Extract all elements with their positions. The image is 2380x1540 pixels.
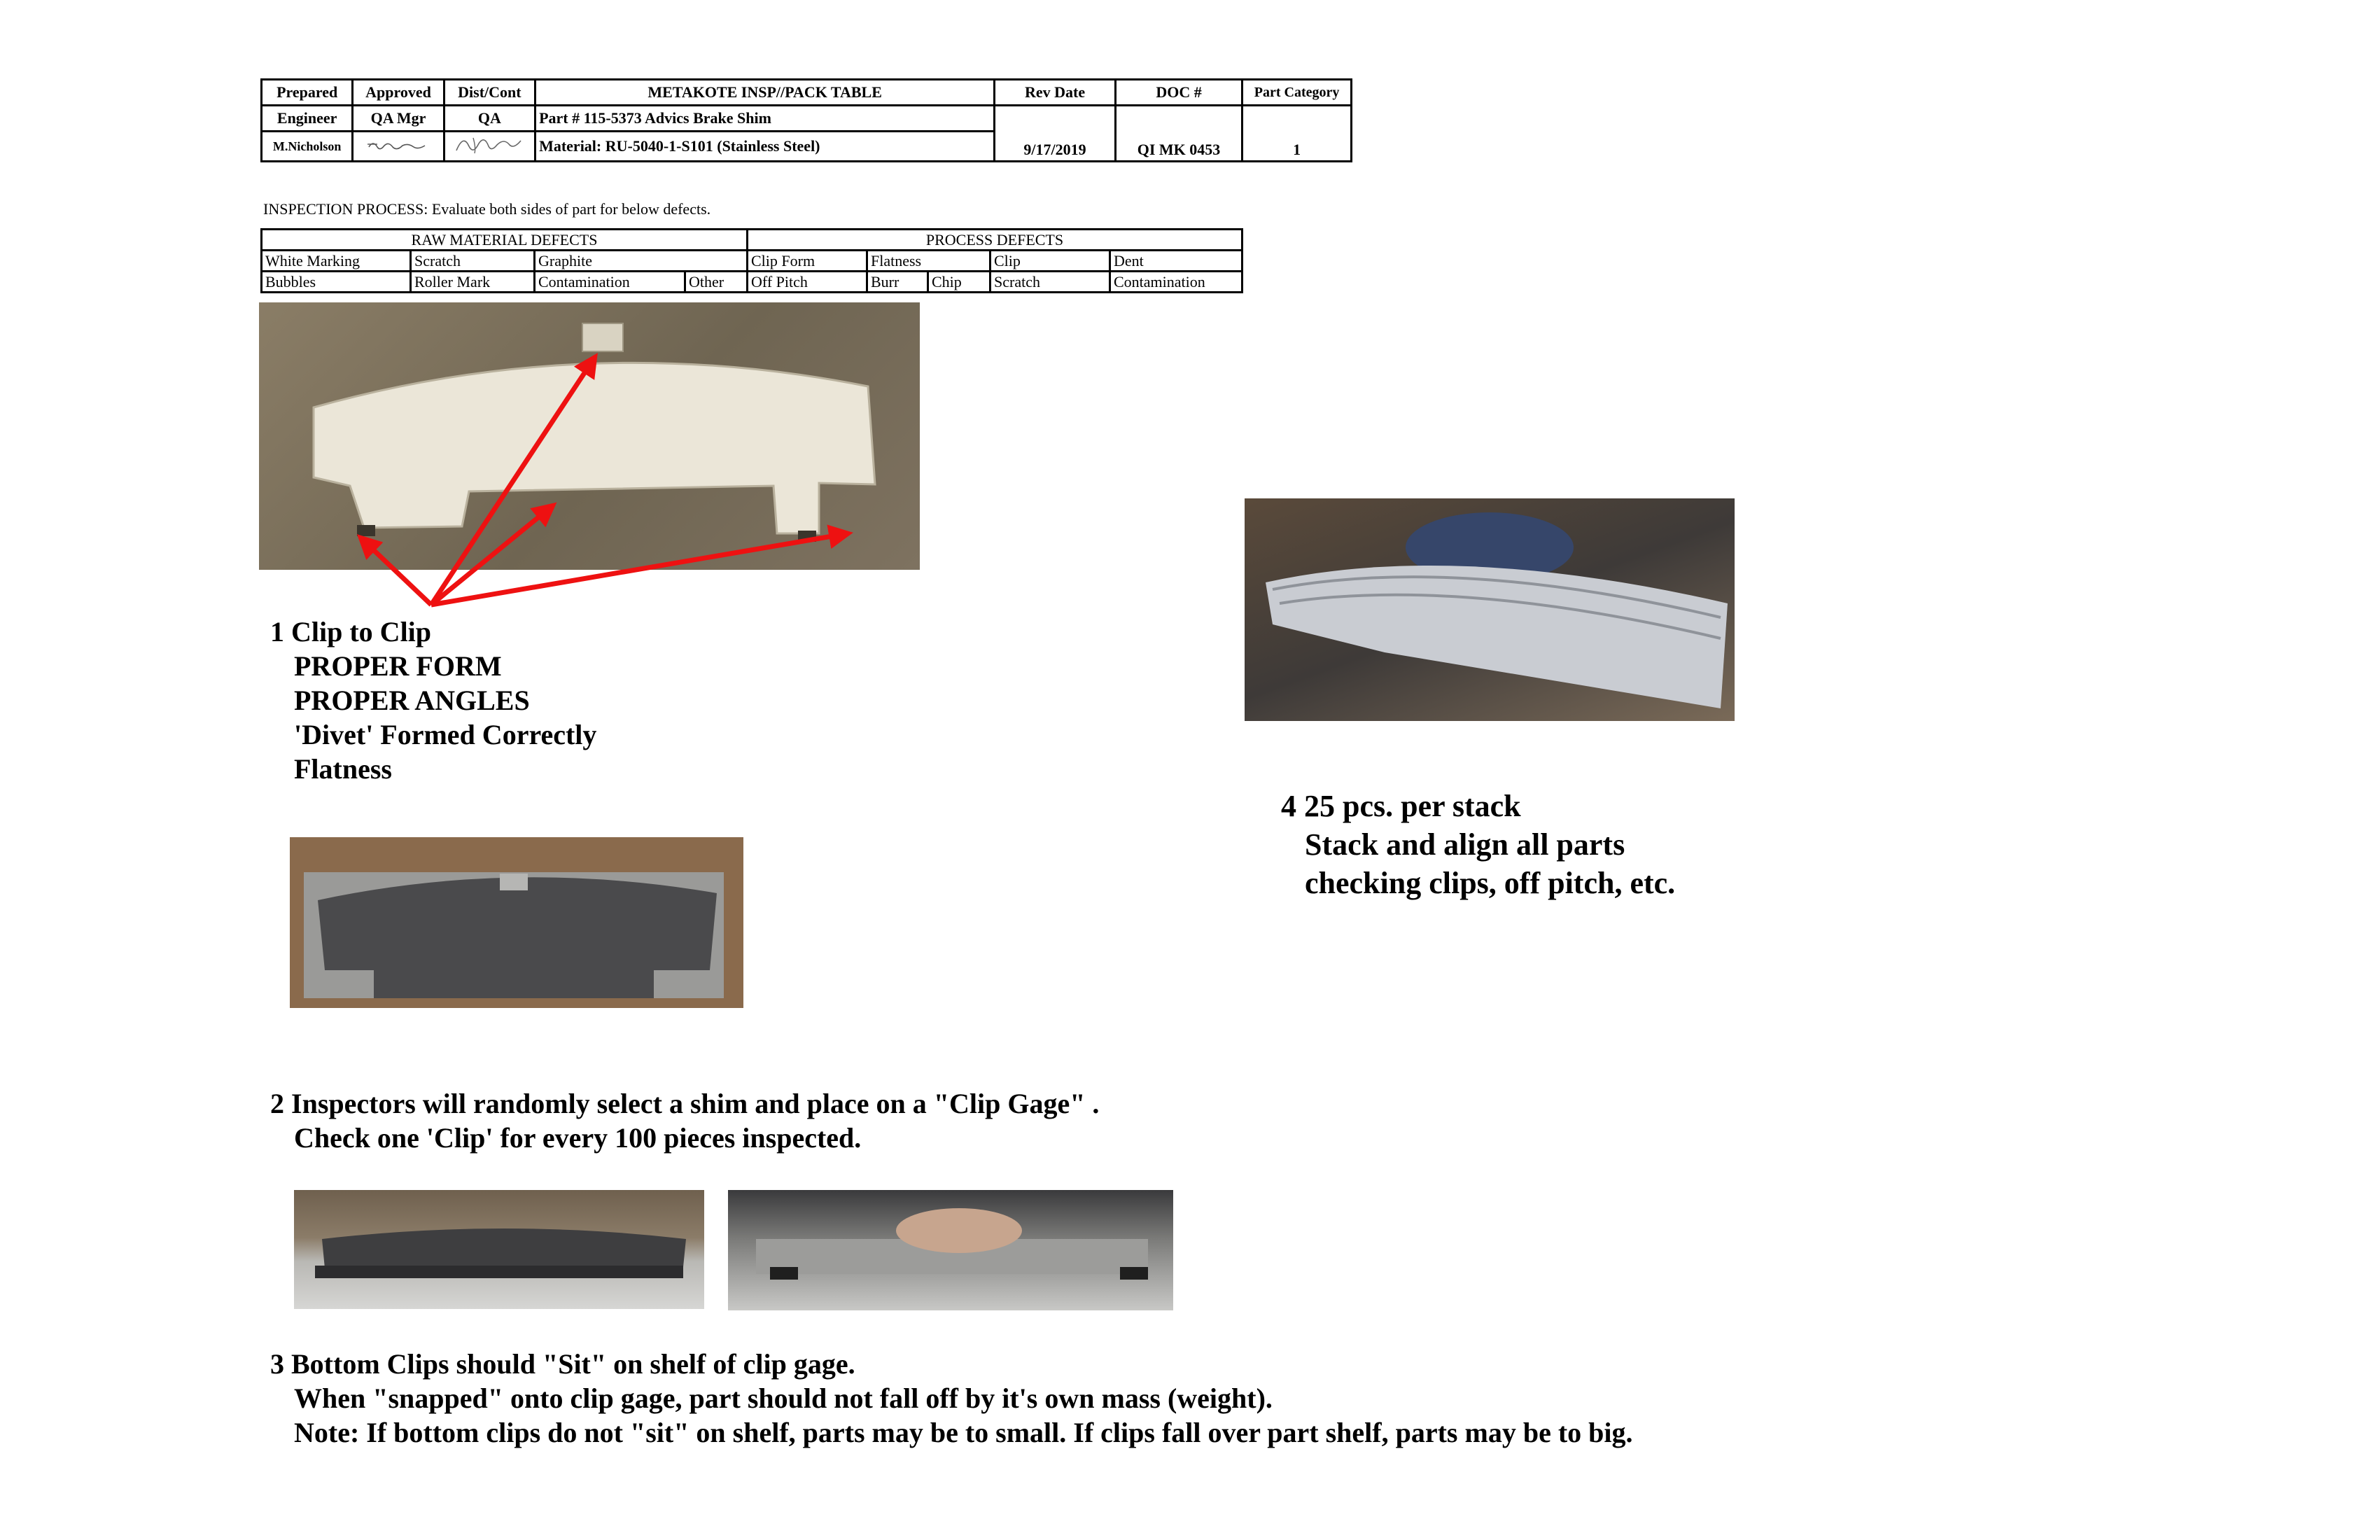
defect-cell: White Marking xyxy=(262,251,411,272)
shim-on-gage-image xyxy=(294,1190,704,1309)
step-1-line: Flatness xyxy=(294,753,392,785)
step-2 xyxy=(270,1086,1099,1155)
prepared-name: M.Nicholson xyxy=(262,132,353,162)
step-1 xyxy=(270,615,596,786)
doc-number-label: DOC # xyxy=(1115,80,1242,106)
defect-cell: Graphite xyxy=(535,251,748,272)
defect-cell: Clip xyxy=(990,251,1110,272)
step-2-title: 2 Inspectors will randomly select a shim and place on a "Clip Gage" . xyxy=(270,1088,1100,1119)
dist-role: QA xyxy=(444,106,535,132)
defect-cell: Contamination xyxy=(535,272,685,293)
step-2-line: Check one 'Clip' for every 100 pieces inspected. xyxy=(294,1122,862,1154)
doc-title: METAKOTE INSP//PACK TABLE xyxy=(536,80,995,106)
prepared-role: Engineer xyxy=(262,106,353,132)
step-3 xyxy=(270,1347,1633,1450)
step-4-line: checking clips, off pitch, etc. xyxy=(1305,866,1676,900)
step-1-line: PROPER FORM xyxy=(294,650,502,682)
defect-cell: Burr xyxy=(867,272,928,293)
defect-cell: Roller Mark xyxy=(411,272,535,293)
rev-date: 9/17/2019 xyxy=(995,106,1116,162)
step-1-title: 1 Clip to Clip xyxy=(270,616,432,648)
step-4-line: Stack and align all parts xyxy=(1305,827,1625,862)
defect-cell: Dent xyxy=(1110,251,1242,272)
clip-gage-photo xyxy=(290,837,743,1008)
step-1-line: 'Divet' Formed Correctly xyxy=(294,719,597,750)
rev-date-label: Rev Date xyxy=(995,80,1116,106)
step-4-title: 4 25 pcs. per stack xyxy=(1281,789,1521,823)
inspection-process-text: INSPECTION PROCESS: Evaluate both sides of part for below defects. xyxy=(263,200,711,218)
clip-gage-image xyxy=(290,837,743,1008)
doc-number: QI MK 0453 xyxy=(1115,106,1242,162)
defect-cell: Contamination xyxy=(1110,272,1242,293)
part-number: Part # 115-5373 Advics Brake Shim xyxy=(536,106,995,132)
stack-photo xyxy=(1245,498,1735,721)
defect-cell: Other xyxy=(685,272,748,293)
snap-on-gage-photo xyxy=(728,1190,1173,1310)
snap-on-gage-image xyxy=(728,1190,1173,1310)
defect-cell: Scratch xyxy=(990,272,1110,293)
step-3-title: 3 Bottom Clips should "Sit" on shelf of clip gage. xyxy=(270,1348,855,1380)
defect-cell: Flatness xyxy=(867,251,990,272)
approved-role: QA Mgr xyxy=(353,106,444,132)
step-1-line: PROPER ANGLES xyxy=(294,685,530,716)
process-defects-title: PROCESS DEFECTS xyxy=(748,230,1242,251)
defect-cell: Off Pitch xyxy=(748,272,867,293)
defect-cell: Chip xyxy=(928,272,990,293)
raw-material-defects-title: RAW MATERIAL DEFECTS xyxy=(262,230,748,251)
part-category: 1 xyxy=(1242,106,1352,162)
defect-cell: Scratch xyxy=(411,251,535,272)
defect-arrows xyxy=(0,0,980,630)
defect-cell: Bubbles xyxy=(262,272,411,293)
dist-label: Dist/Cont xyxy=(444,80,535,106)
defect-cell: Clip Form xyxy=(748,251,867,272)
shim-on-gage-photo xyxy=(294,1190,704,1309)
step-3-line: Note: If bottom clips do not "sit" on shelf, parts may be to small. If clips fall over part shelf, parts may be to big. xyxy=(294,1417,1633,1448)
approved-label: Approved xyxy=(353,80,444,106)
part-category-label: Part Category xyxy=(1242,80,1352,106)
prepared-label: Prepared xyxy=(262,80,353,106)
step-4 xyxy=(1281,787,1675,902)
stack-image xyxy=(1245,498,1735,721)
step-3-line: When "snapped" onto clip gage, part should not fall off by it's own mass (weight). xyxy=(294,1382,1273,1414)
material: Material: RU-5040-1-S101 (Stainless Steel) xyxy=(536,132,995,162)
